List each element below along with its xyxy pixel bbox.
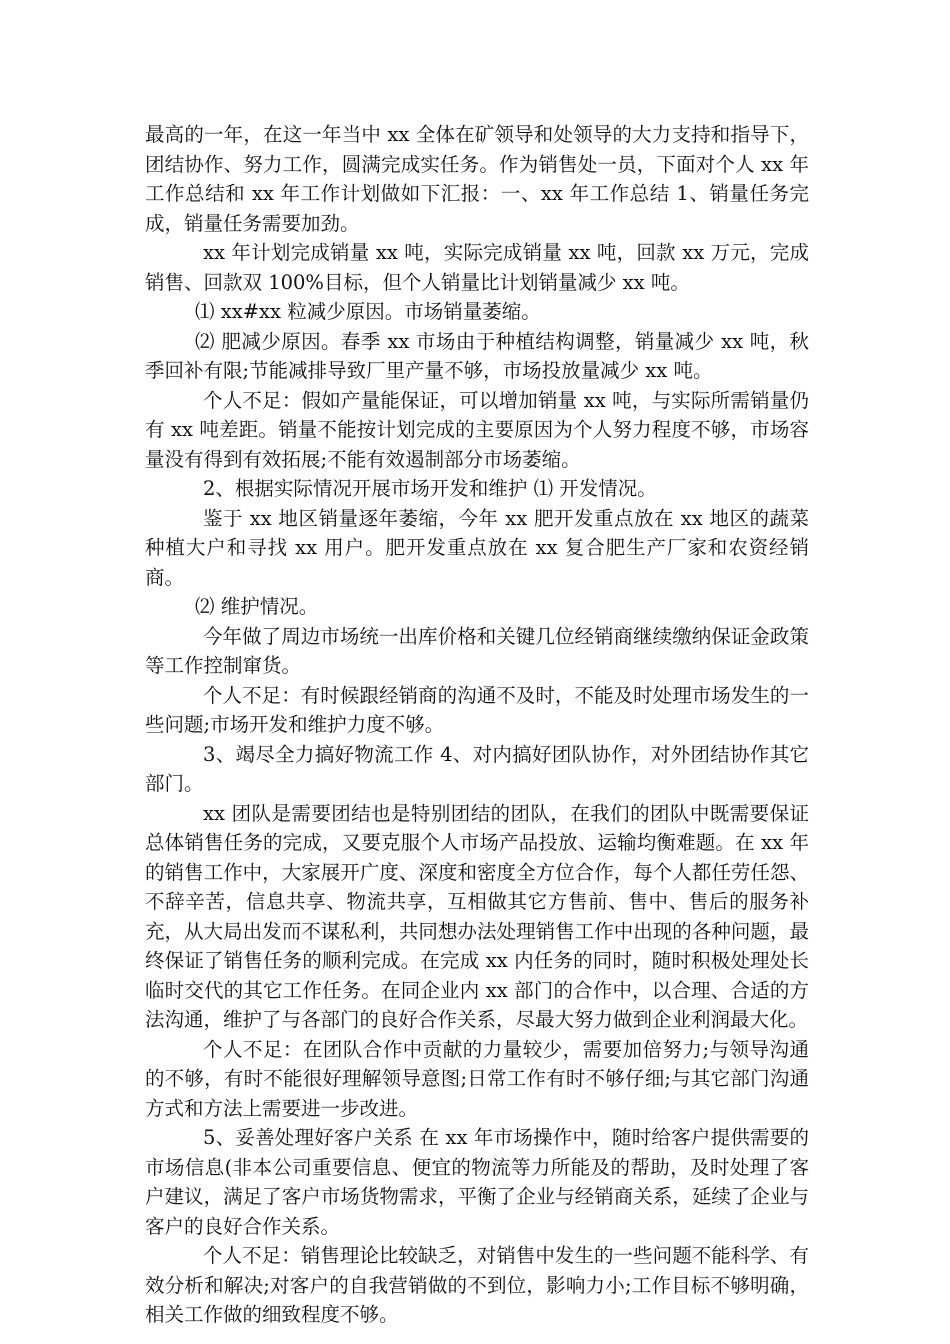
paragraph-shortcoming-2: 个人不足：有时候跟经销商的沟通不及时，不能及时处理市场发生的一些问题;市场开发和维护力度不够。	[145, 683, 809, 736]
paragraph-sales-plan: xx 年计划完成销量 xx 吨，实际完成销量 xx 吨，回款 xx 万元，完成销售、回款双 100%目标，但个人销量比计划销量减少 xx 吨。	[145, 241, 809, 294]
paragraph-development-detail: 鉴于 xx 地区销量逐年萎缩，今年 xx 肥开发重点放在 xx 地区的蔬菜种植大户和寻找 xx 用户。肥开发重点放在 xx 复合肥生产厂家和农资经销商。	[145, 506, 809, 589]
paragraph-intro: 最高的一年，在这一年当中 xx 全体在矿领导和处领导的大力支持和指导下，团结协作、努力工作，圆满完成实任务。作为销售处一员，下面对个人 xx 年工作总结和 xx 年工作计划做如下汇报：一、xx 年工作总结 1、销量任务完成，销量任务需要加劲。	[145, 123, 809, 235]
paragraph-market-development: 2、根据实际情况开展市场开发和维护 ⑴ 开发情况。	[203, 477, 657, 500]
paragraph-shortcoming-4: 个人不足：销售理论比较缺乏，对销售中发生的一些问题不能科学、有效分析和解决;对客户的自我营销做的不到位，影响力小;工作目标不够明确，相关工作做的细致程度不够。	[145, 1244, 809, 1326]
paragraph-maintenance-heading: ⑵ 维护情况。	[195, 595, 319, 618]
paragraph-shortcoming-3: 个人不足：在团队合作中贡献的力量较少，需要加倍努力;与领导沟通的不够，有时不能很好理解领导意图;日常工作有时不够仔细;与其它部门沟通方式和方法上需要进一步改进。	[145, 1037, 809, 1120]
paragraph-maintenance-detail: 今年做了周边市场统一出库价格和关键几位经销商继续缴纳保证金政策等工作控制窜货。	[145, 624, 809, 677]
paragraph-customer-relations: 5、妥善处理好客户关系 在 xx 年市场操作中，随时给客户提供需要的市场信息(非本公司重要信息、便宜的物流等力所能及的帮助，及时处理了客户建议，满足了客户市场货物需求，平衡了企业与经销商关系，延续了企业与客户的良好合作关系。	[145, 1126, 809, 1238]
paragraph-reason-1: ⑴ xx#xx 粒减少原因。市场销量萎缩。	[195, 300, 541, 323]
document-body	[145, 120, 809, 1330]
paragraph-team-detail: xx 团队是需要团结也是特别团结的团队，在我们的团队中既需要保证总体销售任务的完成，又要克服个人市场产品投放、运输均衡难题。在 xx 年的销售工作中，大家展开广度、深度和密度全方位合作，每个人都任劳任怨、不辞辛苦，信息共享、物流共享，互相做其它方售前、售中、售后的服务补充，从大局出发而不谋私利，共同想办法处理销售工作中出现的各种问题，最终保证了销售任务的顺利完成。在完成 xx 内任务的同时，随时积极处理处长临时交代的其它工作任务。在同企业内 xx 部门的合作中，以合理、合适的方法沟通，维护了与各部门的良好合作关系，尽最大努力做到企业利润最大化。	[145, 801, 809, 1031]
paragraph-logistics-teamwork: 3、竭尽全力搞好物流工作 4、对内搞好团队协作，对外团结协作其它部门。	[145, 742, 809, 795]
paragraph-reason-2: ⑵ 肥减少原因。春季 xx 市场由于种植结构调整，销量减少 xx 吨，秋季回补有限;节能减排导致厂里产量不够，市场投放量减少 xx 吨。	[145, 329, 809, 382]
paragraph-shortcoming-1: 个人不足：假如产量能保证，可以增加销量 xx 吨，与实际所需销量仍有 xx 吨差距。销量不能按计划完成的主要原因为个人努力程度不够，市场容量没有得到有效拓展;不能有效遏制部分市场萎缩。	[145, 388, 809, 471]
